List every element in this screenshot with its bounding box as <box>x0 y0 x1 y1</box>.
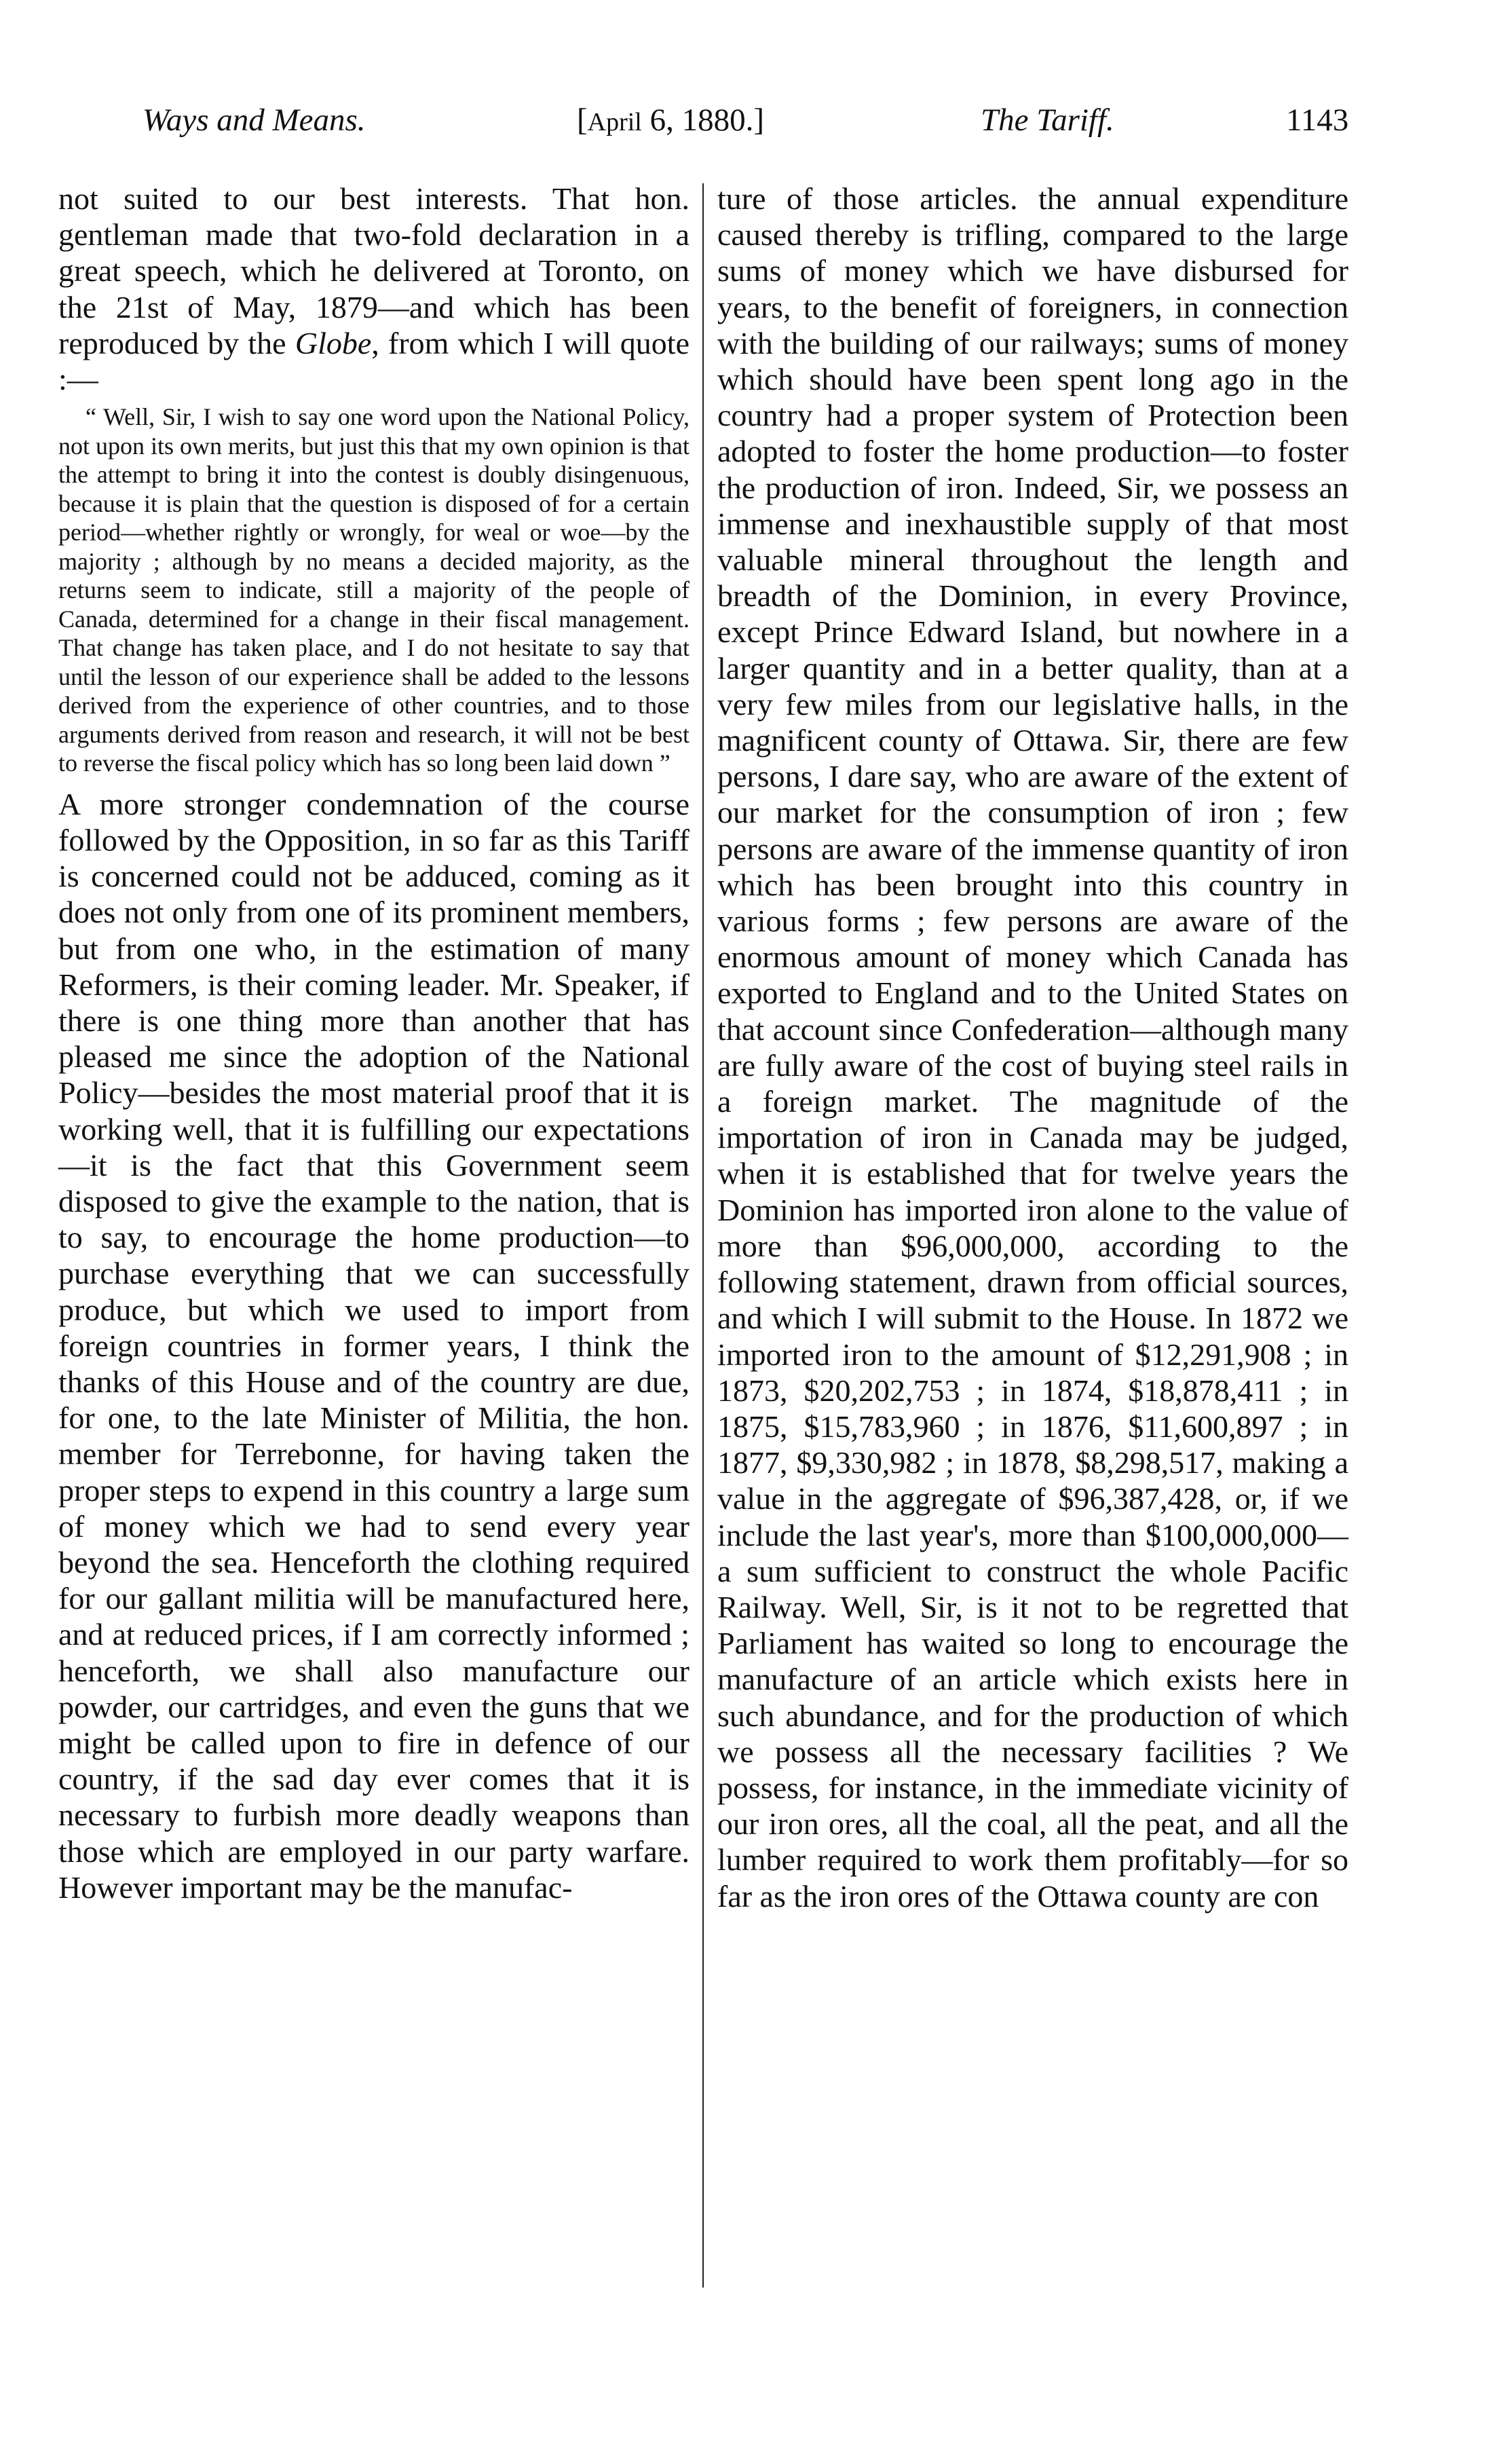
header-bracket-close: ] <box>753 102 765 138</box>
left-p1-text-a: not suited to our best interests. That hon. gentleman made that two-fold declaration in a great speech, which he delivered at Toronto, on the 21st of May, 1879—and which has been reproduced by the <box>58 181 689 360</box>
header-date-rest: 6, 1880. <box>641 102 754 138</box>
right-column <box>717 181 1348 1914</box>
page-number: 1143 <box>1286 102 1349 138</box>
newspaper-name: Globe <box>295 325 372 360</box>
header-topic: The Tariff. <box>981 102 1114 138</box>
header-date-month: April <box>587 108 642 136</box>
left-paragraph-1 <box>58 181 689 397</box>
header-section-title: Ways and Means. <box>143 102 366 138</box>
left-paragraph-2: A more stronger condemnation of the course followed by the Opposition, in so far as this Tariff is concerned could not be adduced, coming as it does not only from one of its prominent members, but from one who, in the estimation of many Reformers, is their coming leader. Mr. Speaker, if there is one thing more than another that has pleased me since the adoption of the National Policy—besides the most material proof that it is working well, that it is fulfilling our expectations—it is the fact that this Government seem disposed to give the example to the nation, that is to say, to encourage the home production—to purchase everything that we can successfully produce, but which we used to import from foreign countries in former years, I think the thanks of this House and of the country are due, for one, to the late Minister of Militia, the hon. member for Terrebonne, for having taken the proper steps to expend in this country a large sum of money which we had to send every year beyond the sea. Henceforth the clothing required for our gallant militia will be manufactured here, and at reduced prices, if I am correctly informed ; henceforth, we shall also manufacture our powder, our cartridges, and even the guns that we might be called upon to fire in defence of our country, if the sad day ever comes that it is necessary to furbish more deadly weapons than those which are employed in our party warfare. However important may be the manufac- <box>58 786 689 1905</box>
right-paragraph-1: ture of those articles. the annual expenditure caused thereby is trifling, compared to the large sums of money which we have disbursed for years, to the benefit of foreigners, in connection with the building of our railways; sums of money which should have been spent long ago in the country had a proper system of Protection been adopted to foster the home production—to foster the production of iron. Indeed, Sir, we possess an immense and inexhaustible supply of that most valuable mineral throughout the length and breadth of the Dominion, in every Province, except Prince Edward Island, but nowhere in a larger quantity and in a better quality, than at a very few miles from our legislative halls, in the magnificent county of Ottawa. Sir, there are few persons, I dare say, who are aware of the extent of our market for the consumption of iron ; few persons are aware of the immense quantity of iron which has been brought into this country in various forms ; few persons are aware of the enormous amount of money which Canada has exported to England and to the United States on that account since Confederation—although many are fully aware of the cost of buying steel rails in a foreign market. The magnitude of the importation of iron in Canada may be judged, when it is established that for twelve years the Dominion has imported iron alone to the value of more than $96,000,000, according to the following statement, drawn from official sources, and which I will submit to the House. In 1872 we imported iron to the amount of $12,291,908 ; in 1873, $20,202,753 ; in 1874, $18,878,411 ; in 1875, $15,783,960 ; in 1876, $11,600,897 ; in 1877, $9,330,982 ; in 1878, $8,298,517, making a value in the aggregate of $96,387,428, or, if we include the last year's, more than $100,000,000—a sum sufficient to construct the whole Pacific Railway. Well, Sir, is it not to be regretted that Parliament has waited so long to encourage the manufacture of an article which exists here in such abundance, and for the production of which we possess all the necessary facilities ? We possess, for instance, in the immediate vicinity of our iron ores, all the coal, all the peat, and all the lumber required to work them profitably—for so far as the iron ores of the Ottawa county are con <box>717 181 1348 1914</box>
running-header <box>0 102 1512 156</box>
left-column <box>58 181 689 1905</box>
block-quote: “ Well, Sir, I wish to say one word upon the National Policy, not upon its own merits, but just this that my own opinion is that the attempt to bring it into the contest is doubly disingenuous, because it is plain that the question is disposed of for a certain period—whether rightly or wrongly, for weal or woe—by the majority ; although by no means a decided majority, as the returns seem to indicate, still a majority of the people of Canada, determined for a change in their fiscal management. That change has taken place, and I do not hesitate to say that until the lesson of our experience shall be added to the lessons derived from the experience of other countries, and to those arguments derived from reason and research, it will not be best to reverse the fiscal policy which has so long been laid down ” <box>58 403 690 777</box>
header-date <box>577 102 764 138</box>
column-divider <box>702 183 704 2288</box>
left-p1-text-b: , from which I will quote :— <box>58 325 689 397</box>
header-bracket-open: [ <box>577 102 588 138</box>
